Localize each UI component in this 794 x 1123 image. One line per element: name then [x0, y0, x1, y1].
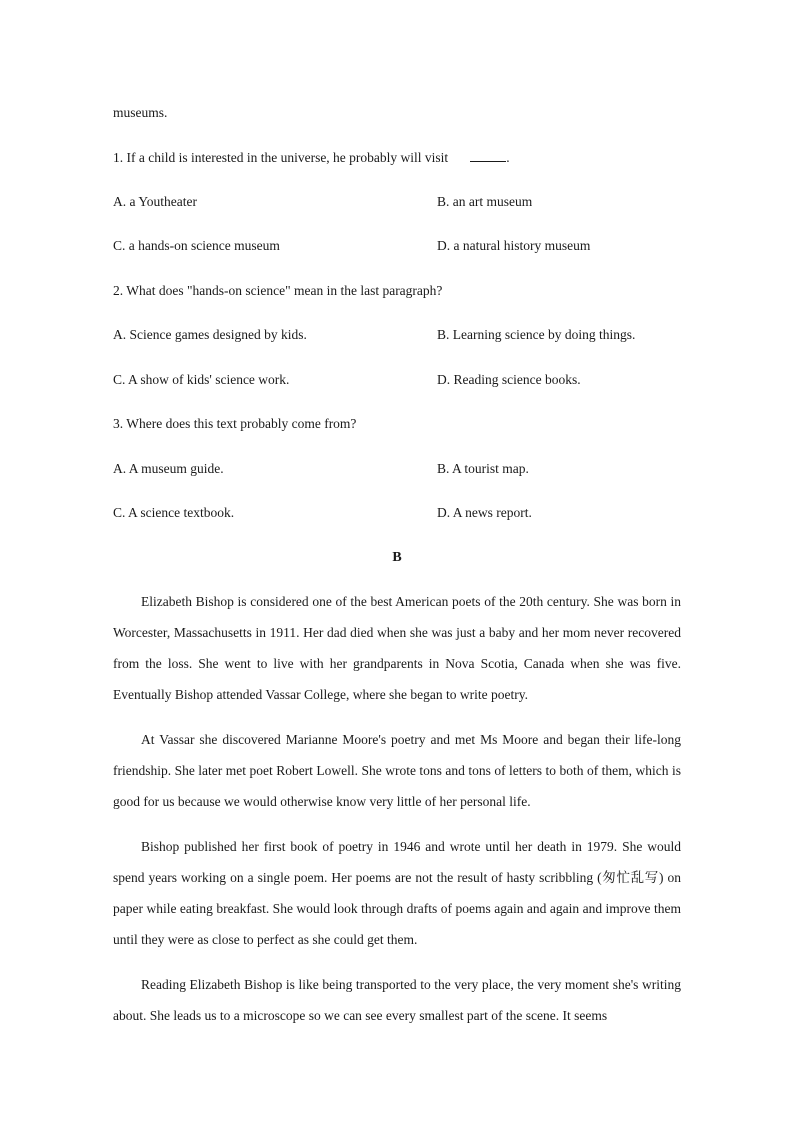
question-3-option-b: B. A tourist map.	[437, 461, 529, 476]
question-2-option-c: C. A show of kids' science work.	[113, 372, 290, 387]
question-3-option-d: D. A news report.	[437, 505, 532, 520]
section-b-paragraph-2: At Vassar she discovered Marianne Moore's poetry and met Ms Moore and began their life-long friendship. She later met poet Robert Lowell. She wrote tons and tons of letters to both of them, which is good for us because we would otherwise know very little of her personal life.	[113, 732, 681, 809]
section-b-paragraph-3: Bishop published her first book of poetry in 1946 and wrote until her death in 1979. She would spend years working on a single poem. Her poems are not the result of hasty scribbling (匆忙乱写) on paper while eating breakfast. She would look through drafts of poems again and again and improve them until they were as close to perfect as she could get them.	[113, 839, 681, 947]
section-b-heading: B	[392, 550, 402, 565]
section-b-paragraph-1: Elizabeth Bishop is considered one of the best American poets of the 20th century. She was born in Worcester, Massachusetts in 1911. Her dad died when she was just a baby and her mom never recovered from the loss. She went to live with her grandparents in Nova Scotia, Canada when she was five. Eventually Bishop attended Vassar College, where she began to write poetry.	[113, 594, 681, 702]
question-1-option-b: B. an art museum	[437, 194, 533, 209]
question-2-option-a: A. Science games designed by kids.	[113, 327, 307, 342]
question-1-blank-suffix: .	[506, 150, 510, 165]
question-3-stem: 3. Where does this text probably come from?	[113, 416, 357, 431]
question-1-option-c: C. a hands-on science museum	[113, 238, 280, 253]
intro-tail: museums.	[113, 105, 168, 120]
question-3-option-c: C. A science textbook.	[113, 505, 235, 520]
question-2-option-b: B. Learning science by doing things.	[437, 327, 636, 342]
question-2-stem: 2. What does "hands-on science" mean in the last paragraph?	[113, 283, 443, 298]
answer-blank	[470, 150, 506, 162]
question-1-stem	[113, 150, 510, 165]
question-3-option-a: A. A museum guide.	[113, 461, 224, 476]
question-1-option-a: A. a Youtheater	[113, 194, 197, 209]
question-1-text: 1. If a child is interested in the universe, he probably will visit	[113, 150, 449, 165]
section-b-paragraph-4: Reading Elizabeth Bishop is like being transported to the very place, the very moment she's writing about. She leads us to a microscope so we can see every smallest part of the scene. It seems	[113, 977, 681, 1023]
question-2-option-d: D. Reading science books.	[437, 372, 581, 387]
question-1-option-d: D. a natural history museum	[437, 238, 591, 253]
